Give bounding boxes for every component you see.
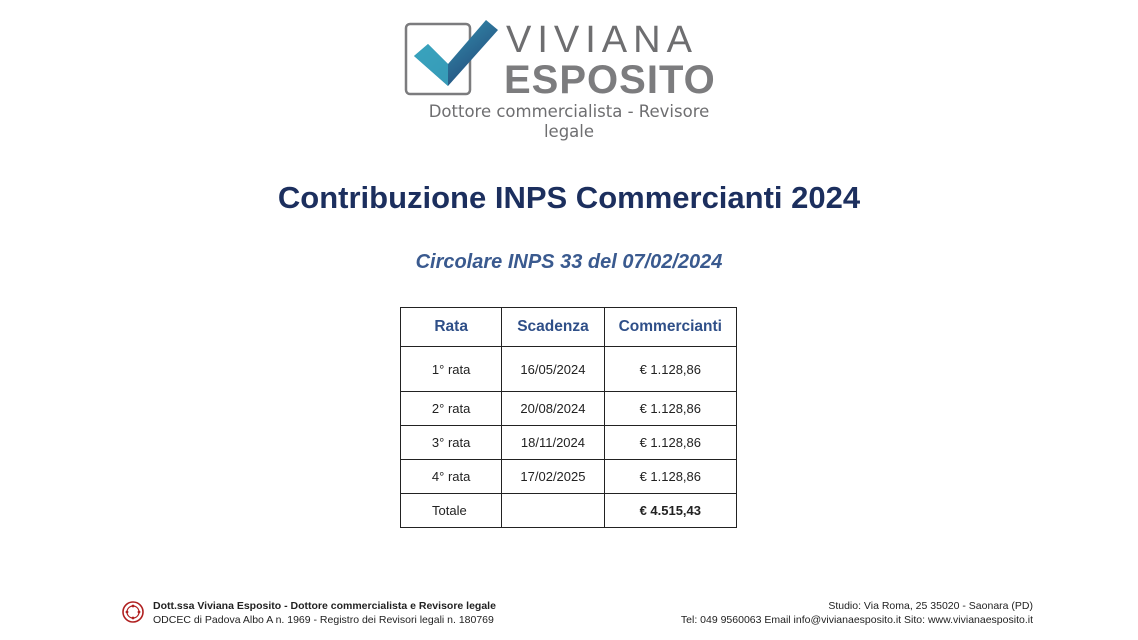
header-scadenza: Scadenza xyxy=(502,308,604,347)
footer-name: Dott.ssa Viviana Esposito - Dottore commercialista e Revisore legale xyxy=(153,600,496,612)
cell-rata: 2° rata xyxy=(401,392,502,426)
cell-scadenza: 16/05/2024 xyxy=(502,347,604,392)
cell-rata: 4° rata xyxy=(401,460,502,494)
cell-rata: 1° rata xyxy=(401,347,502,392)
footer-contacts: Tel: 049 9560063 Email info@vivianaesposito.it Sito: www.vivianaesposito.it xyxy=(680,614,1033,626)
cell-rata: 3° rata xyxy=(401,426,502,460)
document-subtitle: Circolare INPS 33 del 07/02/2024 xyxy=(415,251,723,273)
odcec-seal-icon xyxy=(122,601,144,623)
logo xyxy=(404,16,744,141)
footer-address: Studio: Via Roma, 25 35020 - Saonara (PD) xyxy=(828,600,1033,612)
header-commercianti: Commercianti xyxy=(604,308,736,347)
table-total-row xyxy=(401,494,737,528)
logo-name-last: ESPOSITO xyxy=(504,58,716,102)
header-rata: Rata xyxy=(401,308,502,347)
cell-total-amount: € 4.515,43 xyxy=(604,494,736,528)
cell-scadenza: 17/02/2025 xyxy=(502,460,604,494)
table-row xyxy=(401,347,737,392)
logo-name-first: VIVIANA xyxy=(506,19,698,61)
footer-registration: ODCEC di Padova Albo A n. 1969 - Registro dei Revisori legali n. 180769 xyxy=(153,614,494,626)
table-header-row xyxy=(401,308,737,347)
cell-amount: € 1.128,86 xyxy=(604,426,736,460)
table-row xyxy=(401,426,737,460)
cell-amount: € 1.128,86 xyxy=(604,347,736,392)
table-row xyxy=(401,392,737,426)
document-title: Contribuzione INPS Commercianti 2024 xyxy=(277,180,861,215)
cell-scadenza: 20/08/2024 xyxy=(502,392,604,426)
cell-scadenza: 18/11/2024 xyxy=(502,426,604,460)
logo-tagline: Dottore commercialista - Revisore legale xyxy=(428,102,710,141)
checkmark-box-logo-icon xyxy=(404,16,500,96)
cell-total-empty xyxy=(502,494,604,528)
cell-amount: € 1.128,86 xyxy=(604,460,736,494)
cell-amount: € 1.128,86 xyxy=(604,392,736,426)
installments-table xyxy=(400,307,737,528)
footer-right xyxy=(681,599,1033,627)
cell-total-label: Totale xyxy=(401,494,502,528)
table-row xyxy=(401,460,737,494)
